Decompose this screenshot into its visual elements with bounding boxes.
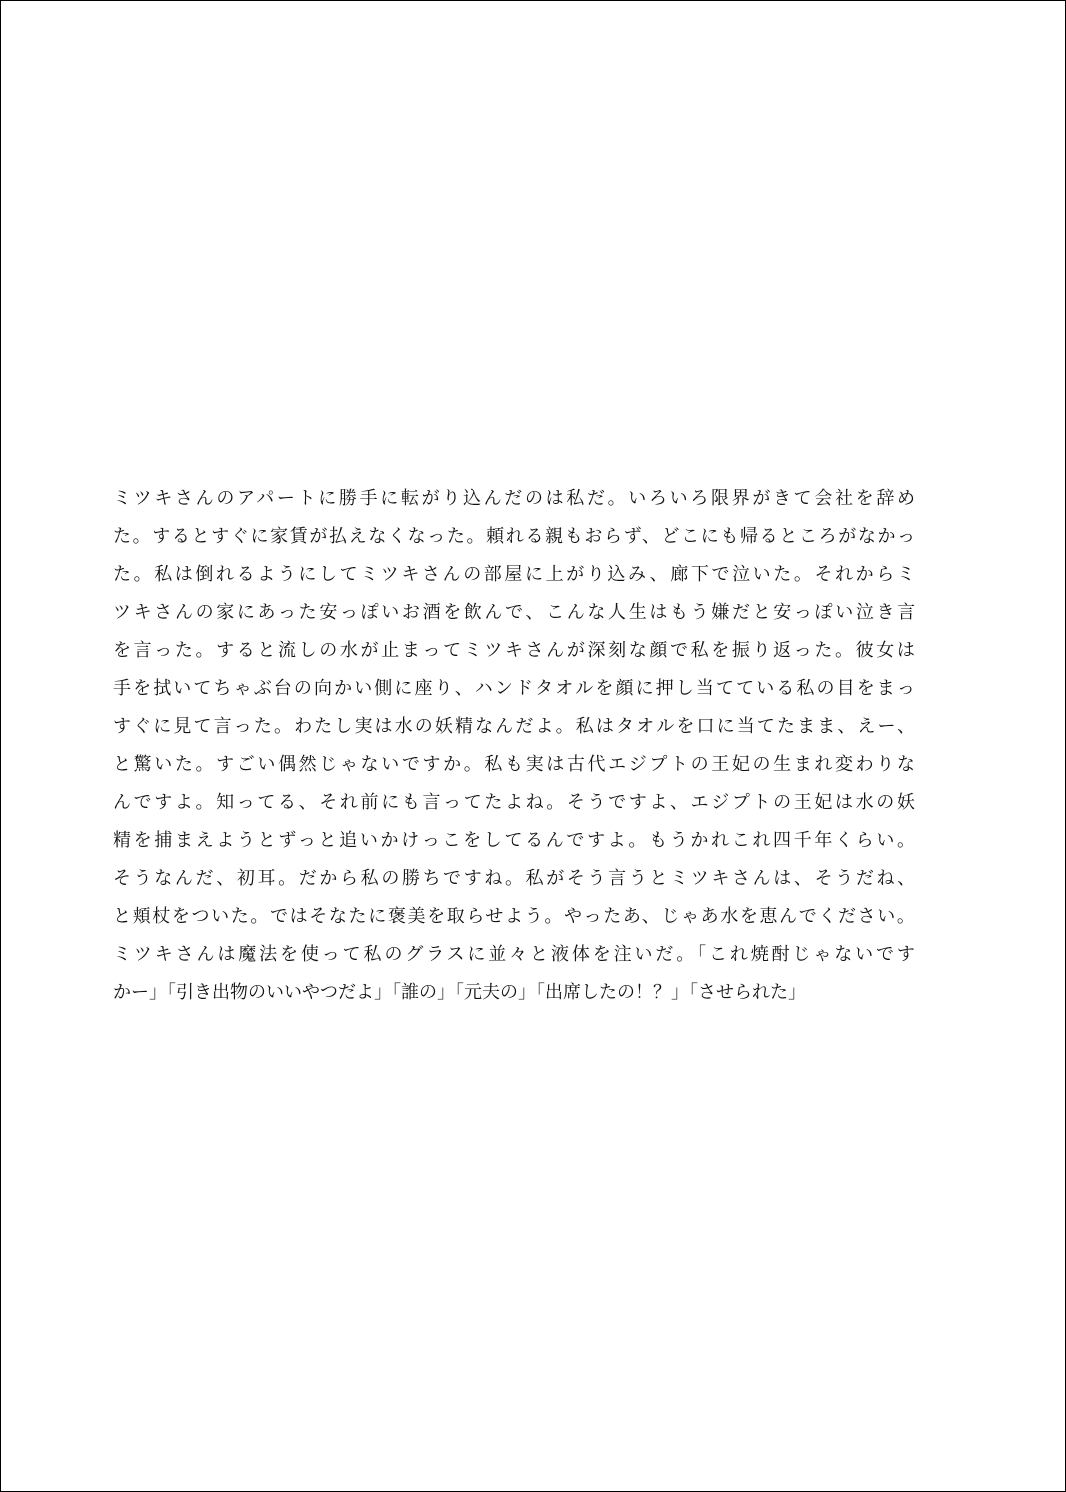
text-line: んですよ。知ってる、それ前にも言ってたよね。そうですよ、エジプトの王妃は水の妖 bbox=[113, 792, 918, 813]
text-line: そうなんだ、初耳。だから私の勝ちですね。私がそう言うとミツキさんは、そうだね、 bbox=[113, 868, 918, 889]
text-line: 手を拭いてちゃぶ台の向かい側に座り、ハンドタオルを顔に押し当てている私の目をまっ bbox=[113, 678, 917, 699]
text-line: と驚いた。すごい偶然じゃないですか。私も実は古代エジプトの王妃の生まれ変わりな bbox=[113, 754, 918, 775]
text-line: かー」「引き出物のいいやつだよ」「誰の」「元夫の」「出席したの！？」「させられた」 bbox=[113, 982, 806, 1003]
text-line: ミツキさんは魔法を使って私のグラスに並々と液体を注いだ。「これ焼酎じゃないです bbox=[113, 944, 918, 965]
text-line: 精を捕まえようとずっと追いかけっこをしてるんですよ。もうかれこれ四千年くらい。 bbox=[113, 830, 918, 851]
text-line: ツキさんの家にあった安っぽいお酒を飲んで、こんな人生はもう嫌だと安っぽい泣き言 bbox=[113, 602, 918, 623]
text-line: と頬杖をついた。ではそなたに褒美を取らせよう。やったあ、じゃあ水を恵んでください。 bbox=[113, 906, 917, 927]
text-line: すぐに見て言った。わたし実は水の妖精なんだよ。私はタオルを口に当てたまま、えー、 bbox=[113, 716, 918, 737]
text-line: を言った。すると流しの水が止まってミツキさんが深刻な顔で私を振り返った。彼女は bbox=[113, 640, 918, 661]
body-text bbox=[113, 480, 918, 1012]
text-line: た。私は倒れるようにしてミツキさんの部屋に上がり込み、廊下で泣いた。それからミ bbox=[113, 564, 918, 585]
text-line: ミツキさんのアパートに勝手に転がり込んだのは私だ。いろいろ限界がきて会社を辞め bbox=[113, 488, 918, 509]
text-line: た。するとすぐに家賃が払えなくなった。頼れる親もおらず、どこにも帰るところがなかっ bbox=[113, 526, 917, 547]
